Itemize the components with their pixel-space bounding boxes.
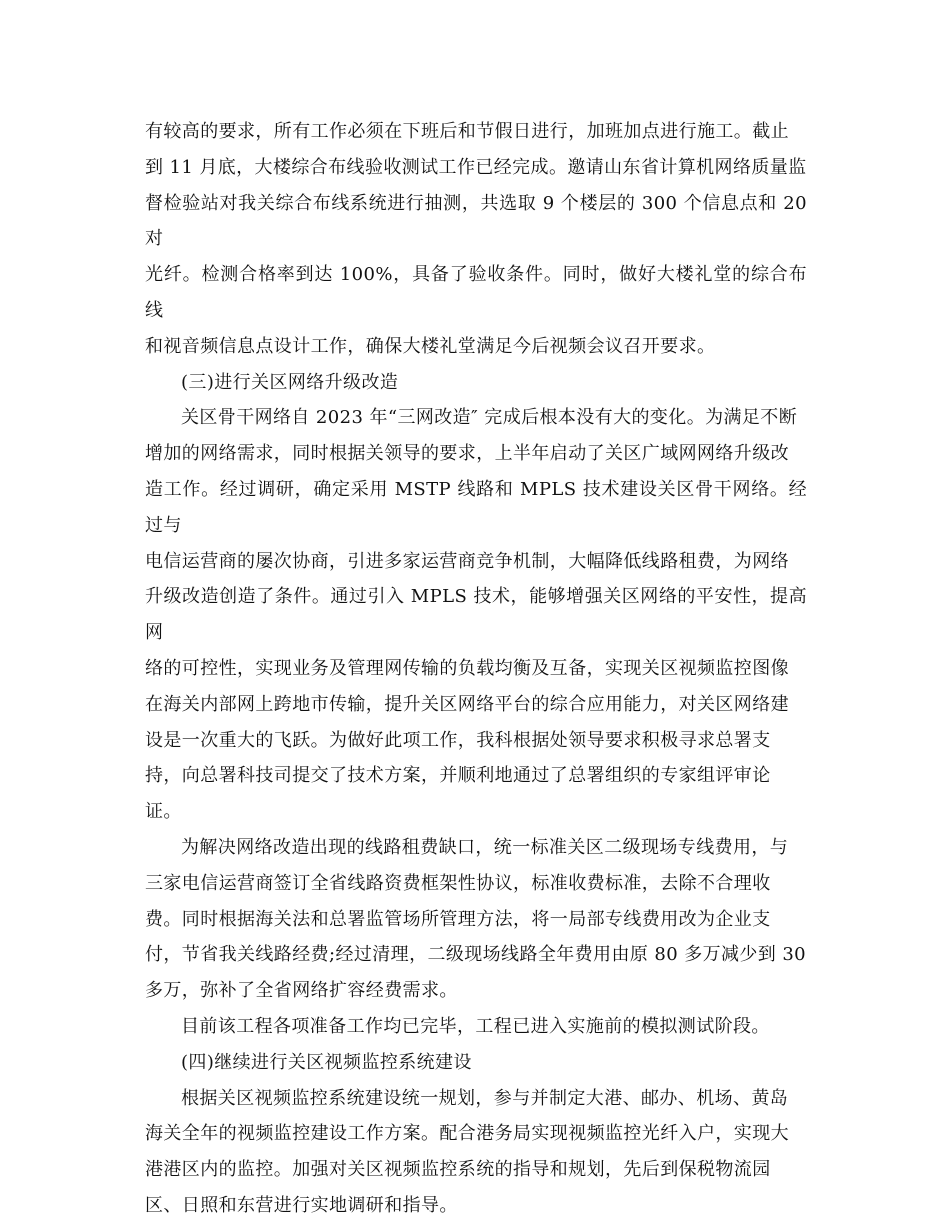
text-line: 到 11 月底，大楼综合布线验收测试工作已经完成。邀请山东省计算机网络质量监	[145, 156, 807, 178]
text-line: 光纤。检测合格率到达 100%，具备了验收条件。同时，做好大楼礼堂的综合布线	[145, 264, 807, 321]
heading-text: (四)继续进行关区视频监控系统建设	[181, 1051, 472, 1073]
text-line: 海关全年的视频监控建设工作方案。配合港务局实现视频监控光纤入户，实现大	[145, 1123, 789, 1145]
paragraph-project-status	[145, 1009, 807, 1045]
text-line: 证。	[145, 801, 182, 823]
text-line: 增加的网络需求，同时根据关领导的要求，上半年启动了关区广域网网络升级改	[145, 443, 789, 465]
paragraph-cabling-acceptance	[145, 114, 807, 365]
text-line: 为解决网络改造出现的线路租费缺口，统一标准关区二级现场专线费用，与	[181, 836, 789, 858]
text-line: 关区骨干网络自 2023 年“三网改造″ 完成后根本没有大的变化。为满足不断	[181, 407, 798, 429]
text-line: 和视音频信息点设计工作，确保大楼礼堂满足今后视频会议召开要求。	[145, 335, 716, 357]
text-line: 在海关内部网上跨地市传输，提升关区网络平台的综合应用能力，对关区网络建	[145, 693, 789, 715]
text-line: 络的可控性，实现业务及管理网传输的负载均衡及互备，实现关区视频监控图像	[145, 657, 789, 679]
text-line: 港港区内的监控。加强对关区视频监控系统的指导和规划，先后到保税物流园	[145, 1159, 771, 1181]
paragraph-line-fees	[145, 830, 807, 1009]
text-line: 升级改造创造了条件。通过引入 MPLS 技术，能够增强关区网络的平安性，提高网	[145, 586, 807, 644]
text-line: 持，向总署科技司提交了技术方案，并顺利地通过了总署组织的专家组评审论	[145, 765, 771, 787]
text-line: 根据关区视频监控系统建设统一规划，参与并制定大港、邮办、机场、黄岛	[181, 1087, 789, 1109]
paragraph-video-monitoring	[145, 1081, 807, 1224]
text-line: 造工作。经过调研，确定采用 MSTP 线路和 MPLS 技术建设关区骨干网络。经过与	[145, 478, 807, 536]
text-line: 目前该工程各项准备工作均已完毕，工程已进入实施前的模拟测试阶段。	[181, 1015, 770, 1037]
text-line: 设是一次重大的飞跃。为做好此项工作，我科根据处领导要求积极寻求总署支	[145, 729, 771, 751]
text-line: 付，节省我关线路经费;经过清理，二级现场线路全年费用由原 80 多万减少到 30	[145, 944, 807, 966]
document-body	[145, 114, 807, 1224]
text-line: 有较高的要求，所有工作必须在下班后和节假日进行，加班加点进行施工。截止	[145, 121, 789, 142]
text-line: 区、日照和东营进行实地调研和指导。	[145, 1194, 458, 1216]
text-line: 督检验站对我关综合布线系统进行抽测，共选取 9 个楼层的 300 个信息点和 20 对	[145, 192, 807, 250]
text-line: 费。同时根据海关法和总署监管场所管理方法，将一局部专线费用改为企业支	[145, 908, 771, 930]
section-heading-video-monitoring	[145, 1045, 807, 1081]
text-line: 三家电信运营商签订全省线路资费框架性协议，标准收费标准，去除不合理收	[145, 872, 771, 894]
text-line: 多万，弥补了全省网络扩容经费需求。	[145, 980, 458, 1002]
heading-text: (三)进行关区网络升级改造	[181, 371, 399, 393]
section-heading-network-upgrade	[145, 365, 807, 401]
paragraph-backbone-network	[145, 400, 807, 830]
text-line: 电信运营商的屡次协商，引进多家运营商竞争机制，大幅降低线路租费，为网络	[145, 550, 789, 572]
